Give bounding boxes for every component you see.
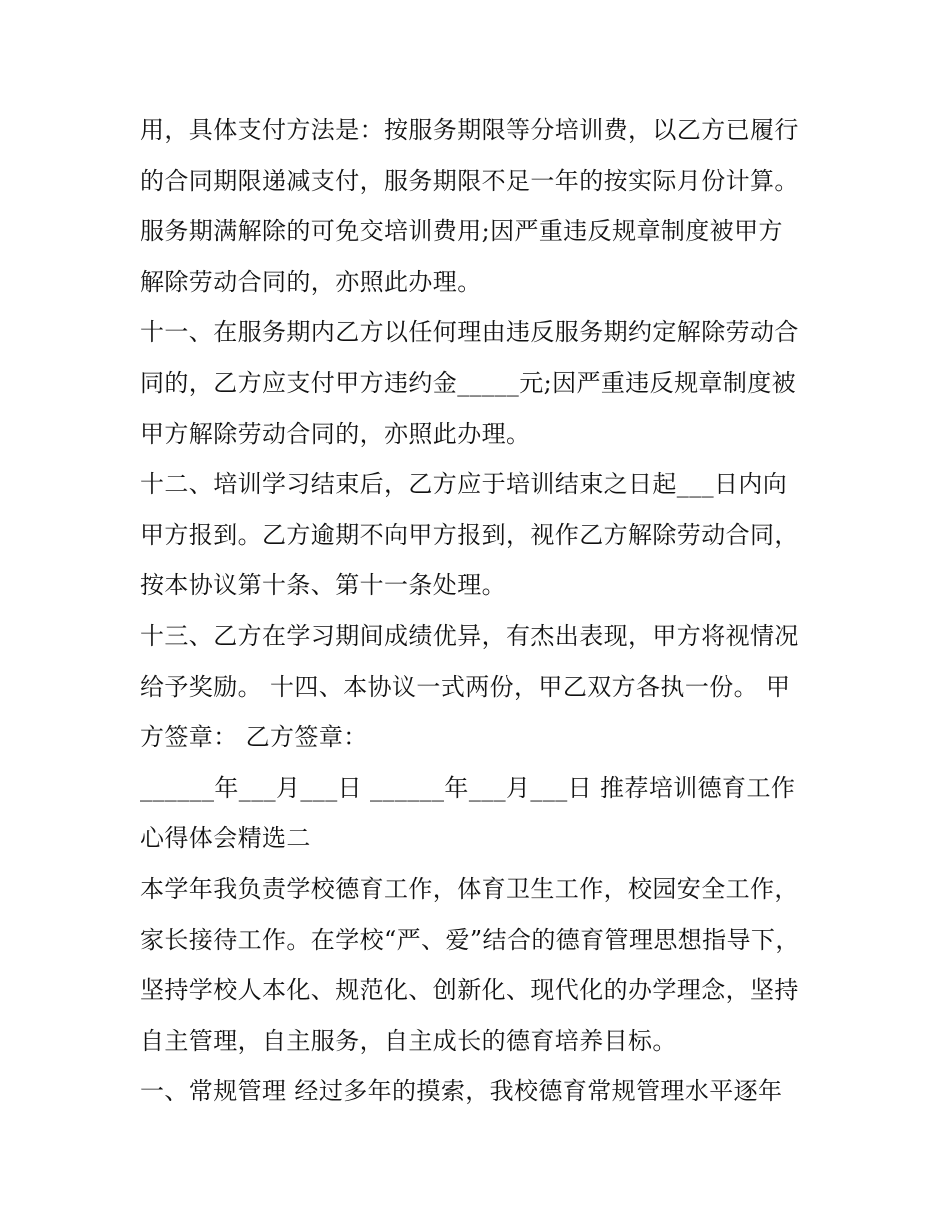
text-line: 解除劳动合同的，亦照此办理。: [140, 267, 482, 296]
text-line: 用，具体支付方法是：按服务期限等分培训费，以乙方已履行: [140, 116, 799, 144]
text-line: 本学年我负责学校德育工作，体育卫生工作，校园安全工作，: [140, 874, 799, 903]
text-line: 甲方解除劳动合同的，亦照此办理。: [140, 419, 531, 448]
text-line: 服务期满解除的可免交培训费用;因严重违反规章制度被甲方: [140, 217, 783, 246]
text-line: 心得体会精选二: [140, 824, 311, 853]
text-line: 按本协议第十条、第十一条处理。: [140, 571, 506, 600]
text-line: ______年___月___日 ______年___月___日 推荐培训德育工作: [140, 773, 796, 802]
text-line: 甲方报到。乙方逾期不向甲方报到，视作乙方解除劳动合同，: [140, 520, 799, 549]
text-line: 十二、培训学习结束后，乙方应于培训结束之日起___日内向: [140, 470, 788, 499]
text-line: 一、常规管理 经过多年的摸索，我校德育常规管理水平逐年: [140, 1077, 783, 1106]
text-line: 家长接待工作。在学校“严、爱”结合的德育管理思想指导下，: [140, 925, 800, 954]
text-line: 自主管理，自主服务，自主成长的德育培养目标。: [140, 1026, 677, 1055]
document-body: [140, 105, 820, 1117]
text-line: 给予奖励。 十四、本协议一式两份，甲乙双方各执一份。 甲: [140, 672, 791, 701]
text-line: 的合同期限递减支付，服务期限不足一年的按实际月份计算。: [140, 166, 799, 195]
text-line: 方签章： 乙方签章：: [140, 723, 368, 752]
text-line: 十三、乙方在学习期间成绩优异，有杰出表现，甲方将视情况: [140, 621, 799, 650]
text-line: 坚持学校人本化、规范化、创新化、现代化的办学理念，坚持: [140, 976, 799, 1005]
text-line: 同的，乙方应支付甲方违约金_____元;因严重违反规章制度被: [140, 368, 797, 397]
text-line: 十一、在服务期内乙方以任何理由违反服务期约定解除劳动合: [140, 318, 799, 347]
